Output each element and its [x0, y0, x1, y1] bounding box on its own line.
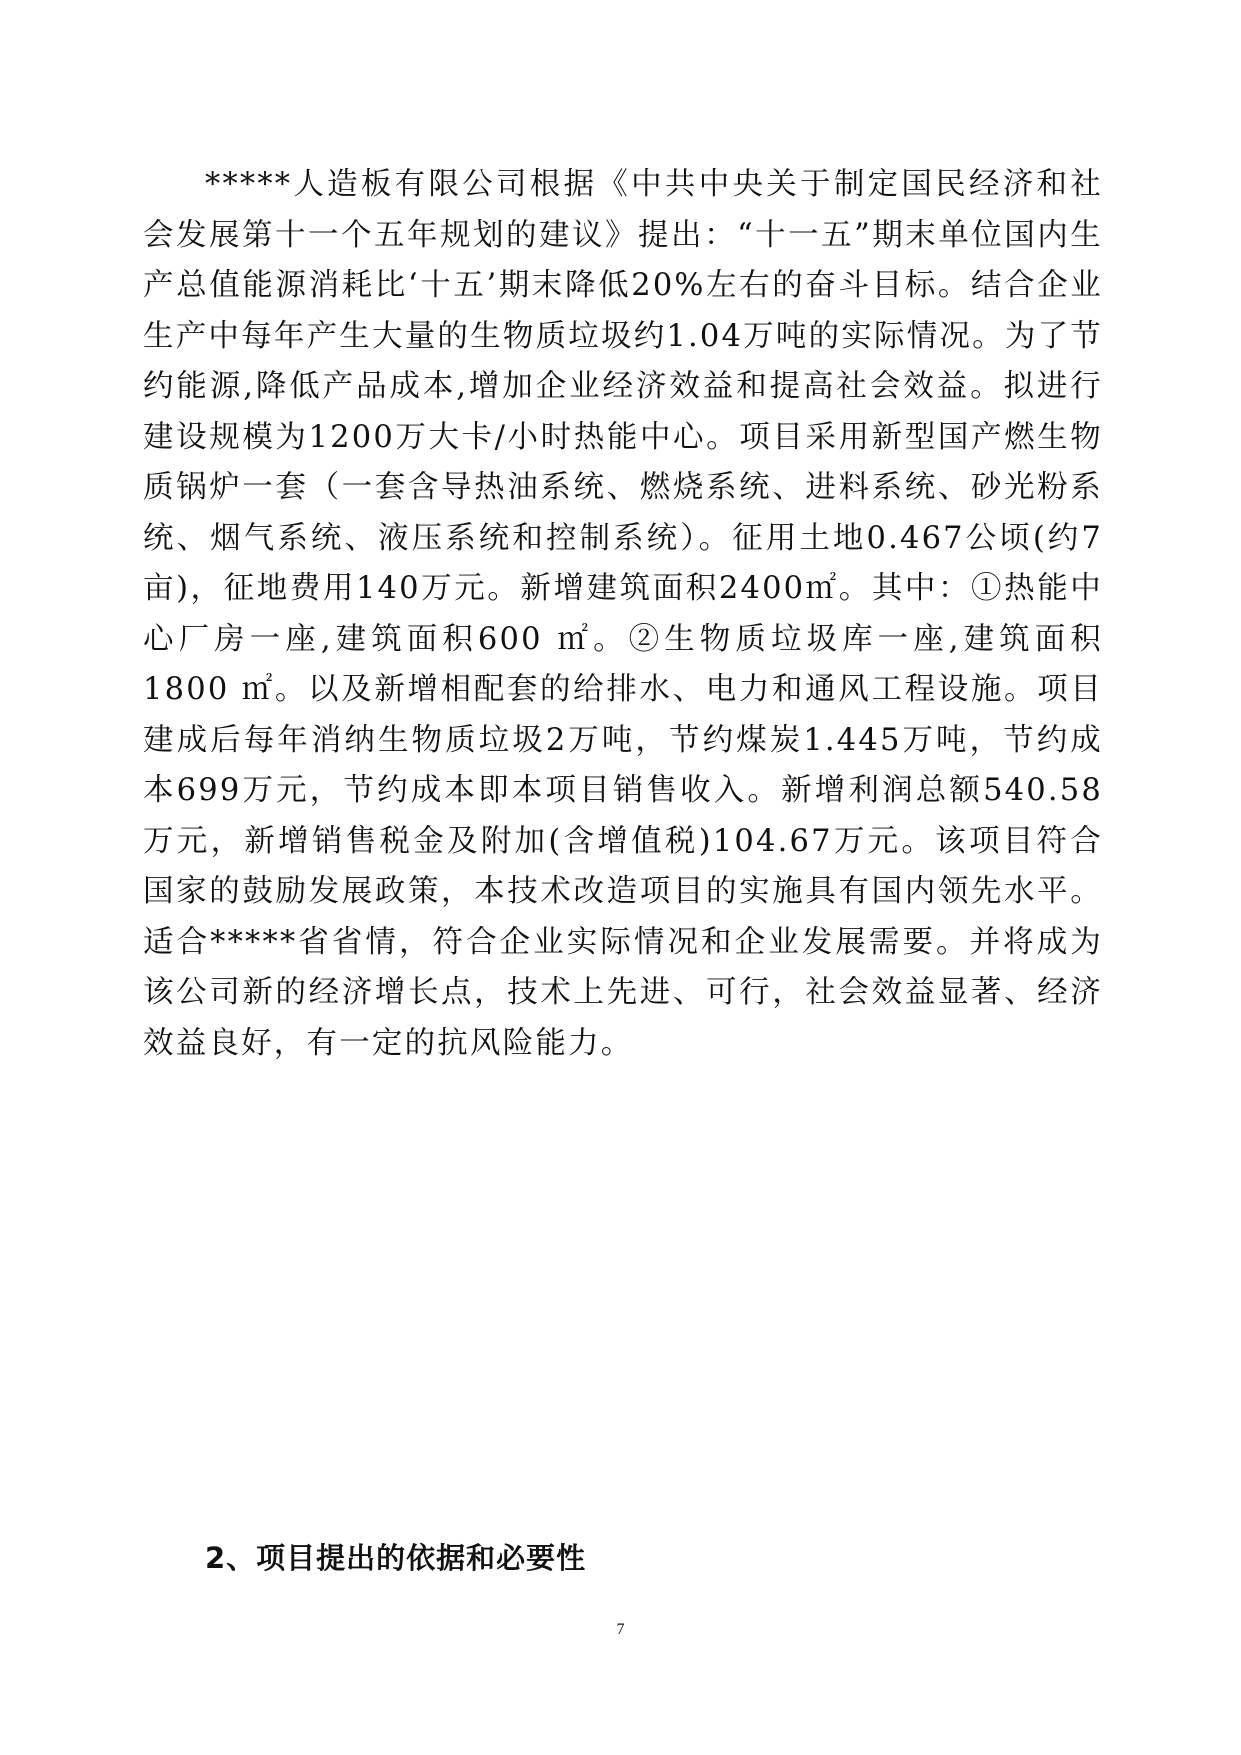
body-paragraph: *****人造板有限公司根据《中共中央关于制定国民经济和社会发展第十一个五年规划的建议》提出：“十一五”期末单位国内生产总值能源消耗比‘十五’期末降低20%左右的奋斗目标。结合企业生产中每年产生大量的生物质垃圾约1.04万吨的实际情况。为了节约能源,降低产品成本,增加企业经济效益和提高社会效益。拟进行建设规模为1200万大卡/小时热能中心。项目采用新型国产燃生物质锅炉一套（一套含导热油系统、燃烧系统、进料系统、砂光粉系统、烟气系统、液压系统和控制系统）。征用土地0.467公顷(约7亩)，征地费用140万元。新增建筑面积2400㎡。其中：①热能中心厂房一座,建筑面积600 ㎡。②生物质垃圾库一座,建筑面积1800 ㎡。以及新增相配套的给排水、电力和通风工程设施。项目建成后每年消纳生物质垃圾2万吨，节约煤炭1.445万吨，节约成本699万元，节约成本即本项目销售收入。新增利润总额540.58万元，新增销售税金及附加(含增值税)104.67万元。该项目符合国家的鼓励发展政策，本技术改造项目的实施具有国内领先水平。适合*****省省情，符合企业实际情况和企业发展需要。并将成为该公司新的经济增长点，技术上先进、可行，社会效益显著、经济效益良好，有一定的抗风险能力。 — [143, 167, 1103, 1061]
section-heading: 2、项目提出的依据和必要性 — [205, 1541, 587, 1575]
page-number: 7 — [616, 1621, 625, 1638]
